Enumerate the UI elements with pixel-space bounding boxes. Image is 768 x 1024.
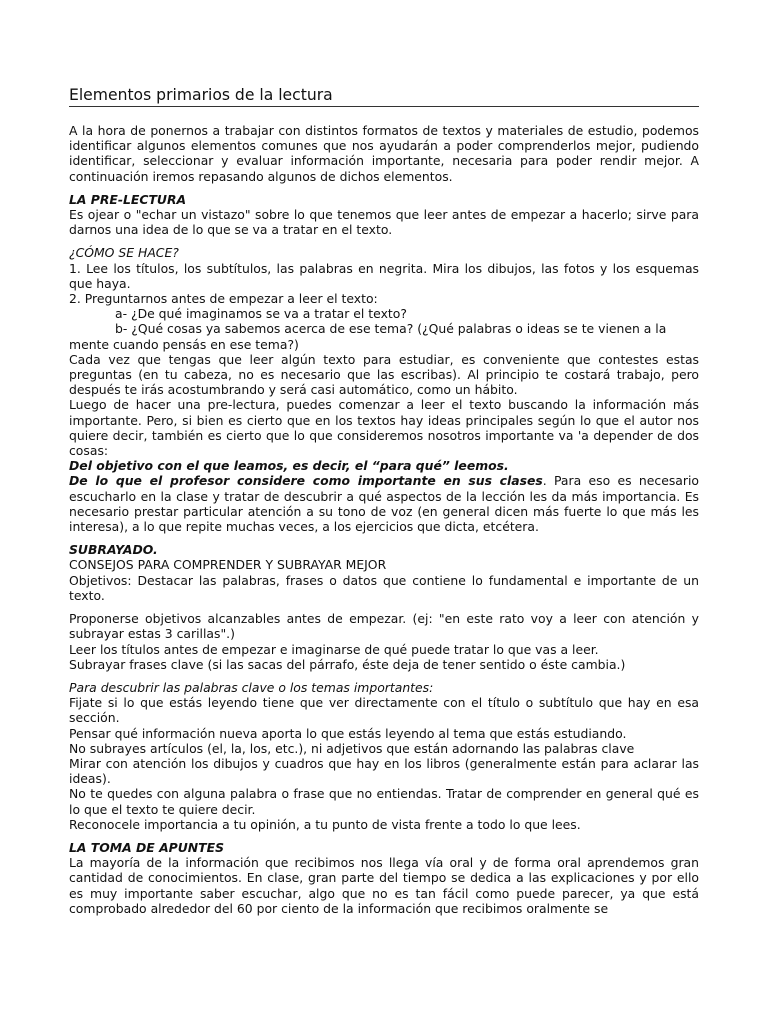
prelectura-para-1: Cada vez que tengas que leer algún texto para estudiar, es conveniente que contestes estas preguntas (en tu cabeza, no es necesario que las escribas). Al principio te costará trabajo, pero después te irás acostumbrando y será casi automático, como un hábito. <box>69 351 699 398</box>
clave-2: Pensar qué información nueva aporta lo que estás leyendo al tema que estás estudiando. <box>69 725 627 741</box>
objetivo-bold-line: Del objetivo con el que leamos, es decir, el “para qué” leemos. <box>69 458 509 474</box>
document-page <box>69 86 699 916</box>
objetivos-text: Objetivos: Destacar las palabras, frases o datos que contiene lo fundamental e importante de un texto. <box>69 572 699 603</box>
clave-6: Reconocele importancia a tu opinión, a tu punto de vista frente a todo lo que lees. <box>69 816 581 832</box>
clave-5: No te quedes con alguna palabra o frase que no entiendas. Tratar de comprender en general qué es lo que el texto te quiere decir. <box>69 786 699 817</box>
clave-1: Fijate si lo que estás leyendo tiene que ver directamente con el título o subtítulo que hay en esa sección. <box>69 695 699 726</box>
page-title: Elementos primarios de la lectura <box>69 86 699 107</box>
profesor-paragraph <box>69 473 699 534</box>
step-2b-cont: mente cuando pensás en ese tema?) <box>69 336 299 352</box>
tip-2: Leer los títulos antes de empezar e imaginarse de qué puede tratar lo que vas a leer. <box>69 641 599 657</box>
step-1: 1. Lee los títulos, los subtítulos, las palabras en negrita. Mira los dibujos, las fotos y los esquemas que haya. <box>69 260 699 291</box>
apuntes-heading: LA TOMA DE APUNTES <box>69 839 225 855</box>
profesor-bold-text: De lo que el profesor considere como importante en sus clases <box>69 473 543 489</box>
clave-3: No subrayes artículos (el, la, los, etc.), ni adjetivos que están adornando las palabras clave <box>69 740 635 756</box>
tip-3: Subrayar frases clave (si las sacas del párrafo, éste deja de tener sentido o éste cambia.) <box>69 656 626 672</box>
consejos-heading: CONSEJOS PARA COMPRENDER Y SUBRAYAR MEJOR <box>69 557 387 573</box>
prelectura-heading: LA PRE-LECTURA <box>69 191 187 207</box>
tip-1: Proponerse objetivos alcanzables antes de empezar. (ej: "en este rato voy a leer con atención y subrayar estas 3 carillas".) <box>69 611 699 642</box>
intro-paragraph: A la hora de ponernos a trabajar con distintos formatos de textos y materiales de estudio, podemos identificar algunos elementos comunes que nos ayudarán a poder comprenderlos mejor, pudiendo identificar, seleccionar y evaluar información importante, necesaria para poder rendir mejor. A continuación iremos repasando algunos de dichos elementos. <box>69 123 699 184</box>
step-2: 2. Preguntarnos antes de empezar a leer el texto: <box>69 291 378 307</box>
apuntes-body: La mayoría de la información que recibimos nos llega vía oral y de forma oral aprendemos gran cantidad de conocimientos. En clase, gran parte del tiempo se dedica a las explicaciones y por ello es muy importante saber escuchar, algo que no es tan fácil como puede parecer, ya que está comprobado alrededor del 60 por ciento de la información que recibimos oralmente se <box>69 855 699 916</box>
step-2a: a- ¿De qué imaginamos se va a tratar el texto? <box>115 306 407 322</box>
prelectura-para-2: Luego de hacer una pre-lectura, puedes comenzar a leer el texto buscando la información más importante. Pero, si bien es cierto que en los textos hay ideas principales según lo que el autor nos quiere decir, también es cierto que lo que consideremos nosotros importante va 'a depender de dos cosas: <box>69 397 699 459</box>
prelectura-body: Es ojear o "echar un vistazo" sobre lo que tenemos que leer antes de empezar a hacerlo; sirve para darnos una idea de lo que se va a tratar en el texto. <box>69 207 699 238</box>
clave-4: Mirar con atención los dibujos y cuadros que hay en los libros (generalmente están para aclarar las ideas). <box>69 755 699 787</box>
step-2b: b- ¿Qué cosas ya sabemos acerca de ese tema? (¿Qué palabras o ideas se te vienen a la <box>115 321 667 337</box>
como-heading: ¿CÓMO SE HACE? <box>69 245 179 261</box>
profesor-rest-text: . Para eso es necesario escucharlo en la clase y tratar de descubrir a qué aspectos de la lección les da más importancia. Es necesario prestar particular atención a su tono de voz (en general dicen más fuerte lo que más les interesa), a lo que repite muchas veces, a los ejercicios que dicta, etcétera. <box>69 473 699 535</box>
subrayado-heading: SUBRAYADO. <box>69 542 158 558</box>
clave-heading: Para descubrir las palabras clave o los temas importantes: <box>69 679 434 695</box>
